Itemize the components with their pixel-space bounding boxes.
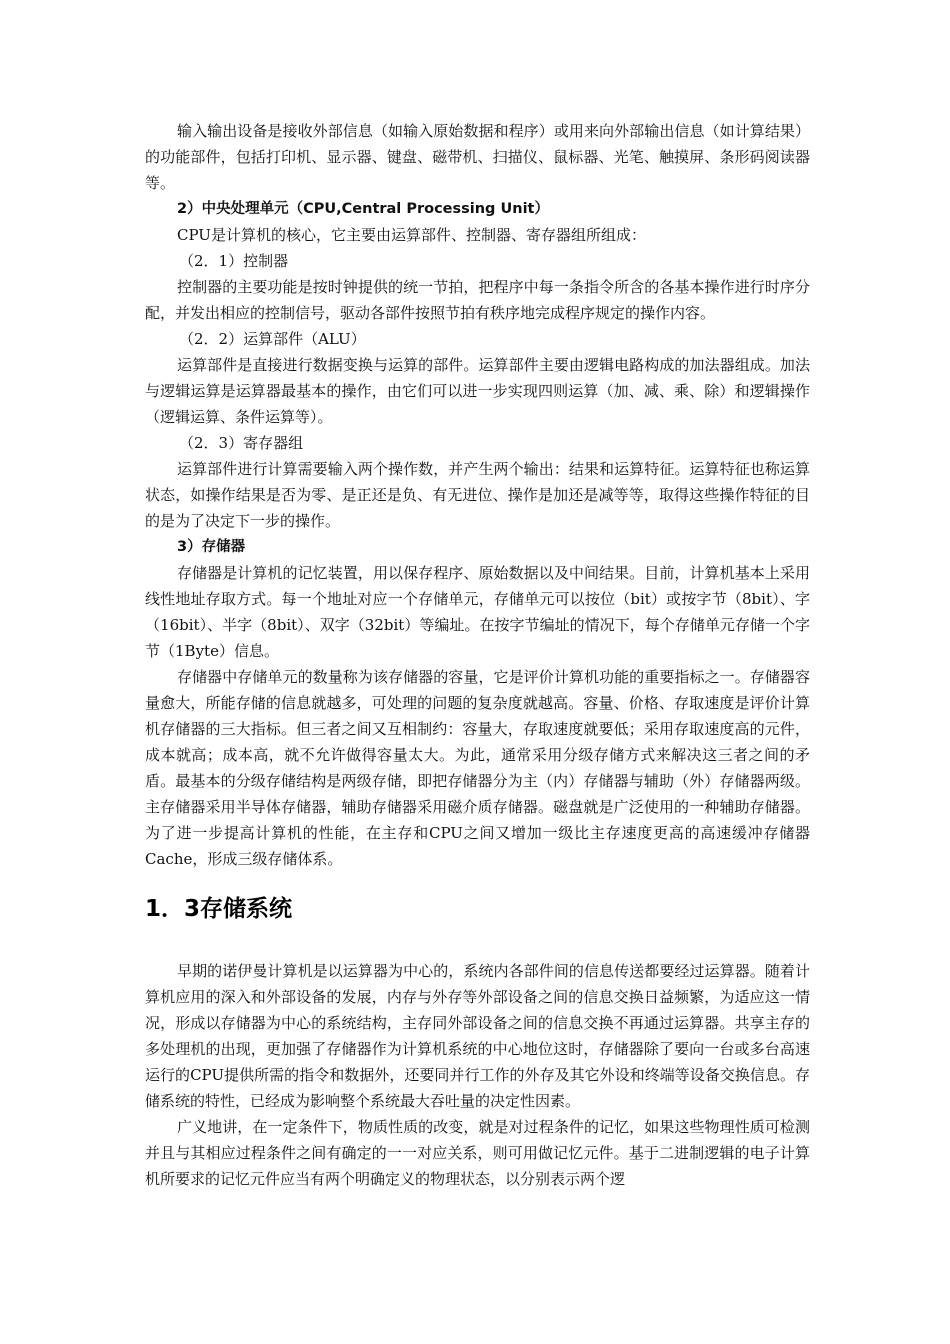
document-page xyxy=(145,118,810,1192)
body-paragraph: 早期的诺伊曼计算机是以运算器为中心的，系统内各部件间的信息传送都要经过运算器。随着计算机应用的深入和外部设备的发展，内存与外存等外部设备之间的信息交换日益频繁，为适应这一情况，形成以存储器为中心的系统结构，主存同外部设备之间的信息交换不再通过运算器。共享主存的多处理机的出现，更加强了存储器作为计算机系统的中心地位这时，存储器除了要向一台或多台高速运行的CPU提供所需的指令和数据外，还要同并行工作的外存及其它外设和终端等设备交换信息。存储系统的特性，已经成为影响整个系统最大吞吐量的决定性因素。 xyxy=(145,962,810,1110)
body-paragraph: 广义地讲，在一定条件下，物质性质的改变，就是对过程条件的记忆，如果这些物理性质可检测并且与其相应过程条件之间有确定的一一对应关系，则可用做记忆元件。基于二进制逻辑的电子计算机所要求的记忆元件应当有两个明确定义的物理状态，以分别表示两个逻 xyxy=(145,1118,810,1188)
section-heading: 1．3存储系统 xyxy=(145,896,293,922)
body-paragraph: 控制器的主要功能是按时钟提供的统一节拍，把程序中每一条指令所含的各基本操作进行时序分配，并发出相应的控制信号，驱动各部件按照节拍有秩序地完成程序规定的操作内容。 xyxy=(145,278,810,322)
item-heading: （2．3）寄存器组 xyxy=(179,434,304,452)
subsection-heading: 2）中央处理单元（CPU,Central Processing Unit） xyxy=(177,201,549,217)
body-paragraph: 运算部件进行计算需要输入两个操作数，并产生两个输出：结果和运算特征。运算特征也称运算状态，如操作结果是否为零、是正还是负、有无进位、操作是加还是减等等，取得这些操作特征的目的是为了决定下一步的操作。 xyxy=(145,460,810,530)
body-paragraph: 存储器中存储单元的数量称为该存储器的容量，它是评价计算机功能的重要指标之一。存储器容量愈大，所能存储的信息就越多，可处理的问题的复杂度就越高。容量、价格、存取速度是评价计算机存储器的三大指标。但三者之间又互相制约：容量大，存取速度就要低；采用存取速度高的元件，成本就高；成本高，就不允许做得容量太大。为此，通常采用分级存储方式来解决这三者之间的矛盾。最基本的分级存储结构是两级存储，即把存储器分为主（内）存储器与辅助（外）存储器两级。主存储器采用半导体存储器，辅助存储器采用磁介质存储器。磁盘就是广泛使用的一种辅助存储器。为了进一步提高计算机的性能，在主存和CPU之间又增加一级比主存速度更高的高速缓冲存储器Cache，形成三级存储体系。 xyxy=(145,668,810,868)
body-paragraph: CPU是计算机的核心，它主要由运算部件、控制器、寄存器组所组成： xyxy=(177,226,646,244)
body-paragraph: 运算部件是直接进行数据变换与运算的部件。运算部件主要由逻辑电路构成的加法器组成。加法与逻辑运算是运算器最基本的操作，由它们可以进一步实现四则运算（加、减、乘、除）和逻辑操作（逻辑运算、条件运算等）。 xyxy=(145,356,810,426)
subsection-heading: 3）存储器 xyxy=(177,539,246,555)
spacer xyxy=(145,948,810,958)
item-heading: （2．1）控制器 xyxy=(179,252,289,270)
body-paragraph: 输入输出设备是接收外部信息（如输入原始数据和程序）或用来向外部输出信息（如计算结果）的功能部件，包括打印机、显示器、键盘、磁带机、扫描仪、鼠标器、光笔、触摸屏、条形码阅读器等。 xyxy=(145,122,810,192)
body-paragraph: 存储器是计算机的记忆装置，用以保存程序、原始数据以及中间结果。目前，计算机基本上采用线性地址存取方式。每一个地址对应一个存储单元，存储单元可以按位（bit）或按字节（8bit）、字（16bit）、半字（8bit）、双字（32bit）等编址。在按字节编址的情况下，每个存储单元存储一个字节（1Byte）信息。 xyxy=(145,564,810,660)
item-heading: （2．2）运算部件（ALU） xyxy=(179,330,366,348)
